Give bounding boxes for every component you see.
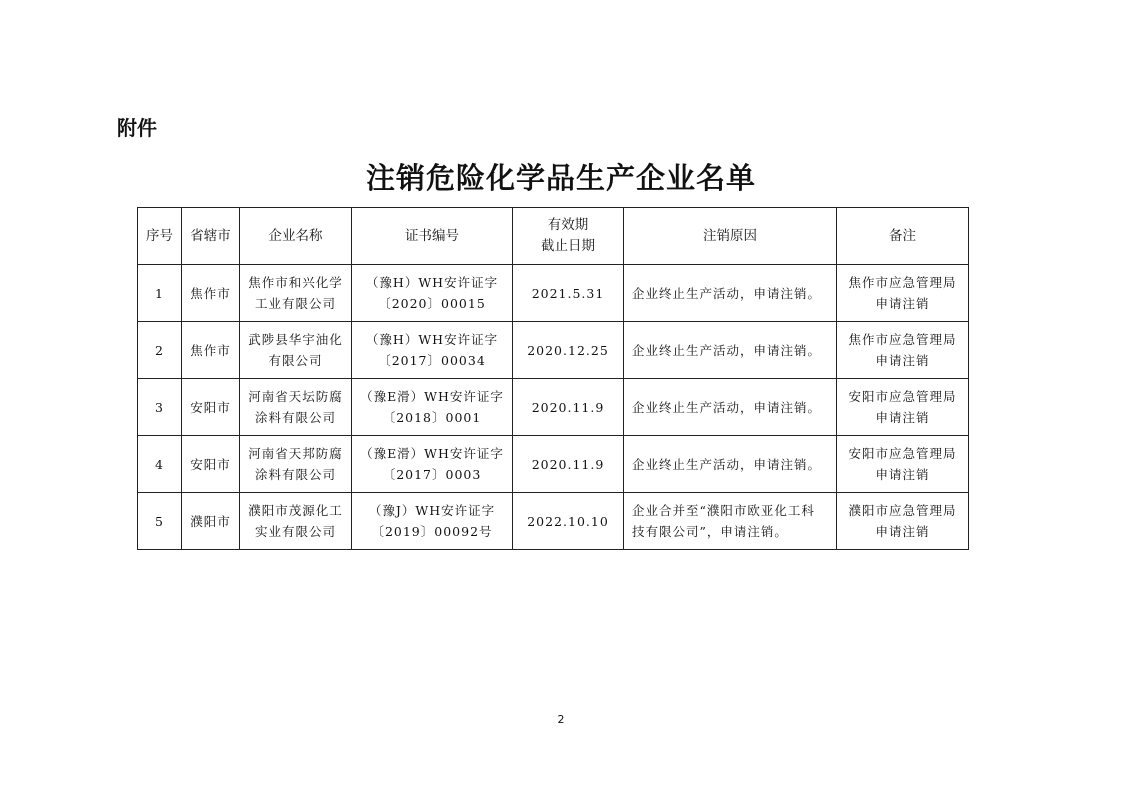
- cert-line1: （豫H）WH安许证字: [365, 332, 499, 347]
- cell-cert: [352, 493, 513, 550]
- cell-city: 安阳市: [182, 379, 240, 436]
- company-line2: 有限公司: [268, 353, 323, 368]
- cell-note: [837, 379, 969, 436]
- header-reason: 注销原因: [624, 208, 837, 265]
- cert-line1: （豫J）WH安许证字: [368, 503, 496, 518]
- note-line2: 申请注销: [875, 296, 930, 311]
- cert-line2: 〔2017〕00034: [378, 353, 486, 368]
- reason-line1: 企业终止生产活动，申请注销。: [632, 456, 822, 472]
- company-line1: 濮阳市茂源化工: [248, 503, 343, 518]
- cell-city: 濮阳市: [182, 493, 240, 550]
- company-line1: 河南省天坛防腐: [248, 389, 343, 404]
- cell-expiry: 2021.5.31: [513, 265, 624, 322]
- company-line1: 武陟县华宇油化: [248, 332, 343, 347]
- note-line2: 申请注销: [875, 353, 930, 368]
- table-row: [138, 265, 969, 322]
- cell-company: [240, 493, 352, 550]
- cell-expiry: 2022.10.10: [513, 493, 624, 550]
- header-note: 备注: [837, 208, 969, 265]
- page-number: 2: [557, 713, 565, 726]
- cell-reason: [624, 322, 837, 379]
- company-line2: 实业有限公司: [254, 524, 336, 539]
- cell-city: 焦作市: [182, 265, 240, 322]
- company-line2: 工业有限公司: [254, 296, 336, 311]
- deregistration-table: [137, 207, 969, 550]
- note-line2: 申请注销: [875, 410, 930, 425]
- note-line1: 安阳市应急管理局: [848, 389, 957, 404]
- note-line1: 焦作市应急管理局: [848, 275, 957, 290]
- note-line2: 申请注销: [875, 524, 930, 539]
- cell-reason: [624, 493, 837, 550]
- reason-line2: 技有限公司”，申请注销。: [632, 524, 788, 539]
- company-line2: 涂料有限公司: [254, 467, 336, 482]
- cell-note: [837, 493, 969, 550]
- cell-reason: [624, 436, 837, 493]
- table-row: [138, 436, 969, 493]
- cell-reason: [624, 265, 837, 322]
- cell-company: [240, 322, 352, 379]
- table-row: [138, 322, 969, 379]
- note-line1: 濮阳市应急管理局: [848, 503, 957, 518]
- document-title: 注销危险化学品生产企业名单: [365, 161, 756, 195]
- cert-line2: 〔2017〕0003: [382, 467, 482, 482]
- header-city: 省辖市: [182, 208, 240, 265]
- cell-note: [837, 322, 969, 379]
- cell-company: [240, 436, 352, 493]
- cell-seq: 4: [138, 436, 182, 493]
- cell-seq: 1: [138, 265, 182, 322]
- header-cert: 证书编号: [352, 208, 513, 265]
- cell-seq: 2: [138, 322, 182, 379]
- cell-expiry: 2020.11.9: [513, 379, 624, 436]
- cell-company: [240, 265, 352, 322]
- attachment-label: 附件: [117, 116, 157, 140]
- note-line1: 安阳市应急管理局: [848, 446, 957, 461]
- cell-expiry: 2020.12.25: [513, 322, 624, 379]
- company-line2: 涂料有限公司: [254, 410, 336, 425]
- cell-city: 焦作市: [182, 322, 240, 379]
- reason-line1: 企业终止生产活动，申请注销。: [632, 399, 822, 415]
- cell-cert: [352, 379, 513, 436]
- cell-seq: 3: [138, 379, 182, 436]
- company-line1: 焦作市和兴化学: [248, 275, 343, 290]
- cert-line1: （豫E滑）WH安许证字: [360, 389, 504, 404]
- cell-cert: [352, 322, 513, 379]
- cell-city: 安阳市: [182, 436, 240, 493]
- table-row: [138, 493, 969, 550]
- cell-cert: [352, 265, 513, 322]
- header-expiry: [513, 208, 624, 265]
- cert-line1: （豫E滑）WH安许证字: [360, 446, 504, 461]
- cell-reason: [624, 379, 837, 436]
- header-expiry-line2: 截止日期: [541, 238, 595, 254]
- header-row: [138, 208, 969, 265]
- note-line1: 焦作市应急管理局: [848, 332, 957, 347]
- table-row: [138, 379, 969, 436]
- cell-company: [240, 379, 352, 436]
- cert-line1: （豫H）WH安许证字: [365, 275, 499, 290]
- cert-line2: 〔2020〕00015: [378, 296, 486, 311]
- header-company: 企业名称: [240, 208, 352, 265]
- header-seq: 序号: [138, 208, 182, 265]
- cell-note: [837, 265, 969, 322]
- header-expiry-line1: 有效期: [547, 217, 589, 233]
- cell-seq: 5: [138, 493, 182, 550]
- reason-line1: 企业终止生产活动，申请注销。: [632, 342, 822, 358]
- note-line2: 申请注销: [875, 467, 930, 482]
- cell-expiry: 2020.11.9: [513, 436, 624, 493]
- cert-line2: 〔2019〕00092号: [371, 524, 493, 539]
- cert-line2: 〔2018〕0001: [382, 410, 482, 425]
- cell-note: [837, 436, 969, 493]
- cell-cert: [352, 436, 513, 493]
- reason-line1: 企业合并至“濮阳市欧亚化工科: [632, 503, 815, 518]
- company-line1: 河南省天邦防腐: [248, 446, 343, 461]
- reason-line1: 企业终止生产活动，申请注销。: [632, 285, 822, 301]
